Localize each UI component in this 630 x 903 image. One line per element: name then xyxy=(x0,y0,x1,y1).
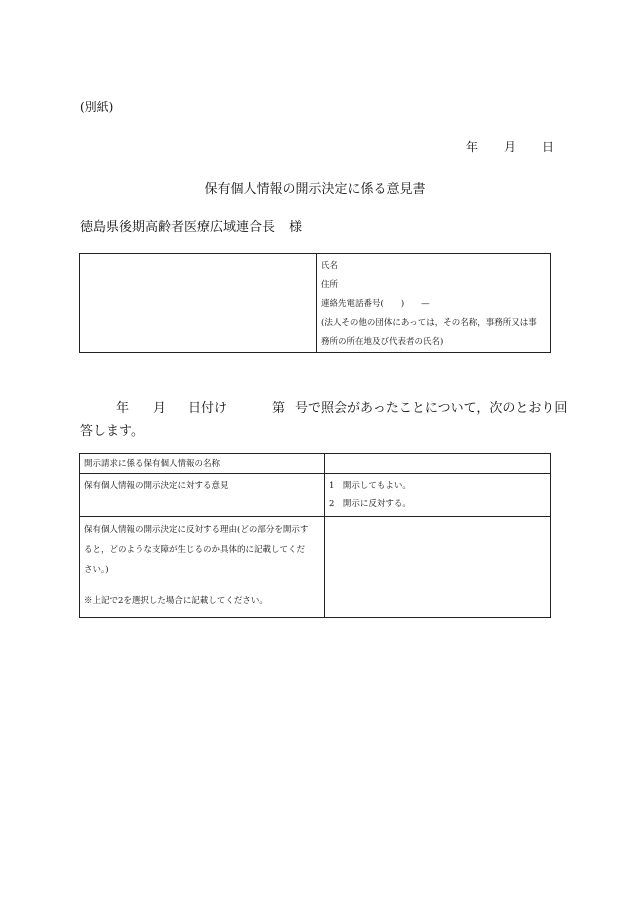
opinion-table xyxy=(79,453,551,618)
reason-note: ※上記で2を選択した場合に記載してください。 xyxy=(84,596,268,606)
opinion-options xyxy=(325,474,551,517)
body-text-line2: 答します。 xyxy=(80,424,144,439)
option-approve: 1 開示してもよい。 xyxy=(329,481,411,491)
table-row xyxy=(80,474,551,517)
reason-label: 保有個人情報の開示決定に反対する理由(どの部分を開示すると，どのような支障が生じるのか具体的に記載してください。) xyxy=(84,525,309,575)
body-dated: 日付け xyxy=(188,401,228,416)
addressee-name: 徳島県後期高齢者医療広域連合長 xyxy=(80,220,276,235)
date-day: 日 xyxy=(542,140,555,154)
addressee-honorific: 様 xyxy=(289,220,303,235)
body-text-line1 xyxy=(80,397,567,416)
requester-info-table xyxy=(79,253,551,353)
body-year: 年 xyxy=(116,401,130,416)
table-row xyxy=(80,517,551,618)
body-number-prefix: 第 xyxy=(272,401,286,416)
reason-cell xyxy=(80,517,325,618)
info-name-label: 開示請求に係る保有個人情報の名称 xyxy=(80,454,325,474)
date-year: 年 xyxy=(466,140,479,154)
date-line xyxy=(466,138,554,155)
requester-corporate-note-2: 務所の所在地及び代表者の氏名) xyxy=(321,337,444,347)
document-title: 保有個人情報の開示決定に係る意見書 xyxy=(204,182,426,197)
requester-corporate-note-1: (法人その他の団体にあっては，その名称，事務所又は事 xyxy=(321,318,537,328)
reason-value xyxy=(325,517,551,618)
table-row xyxy=(80,454,551,474)
attachment-label: (別紙) xyxy=(80,100,114,114)
opinion-label: 保有個人情報の開示決定に対する意見 xyxy=(80,474,325,517)
requester-info-cell xyxy=(317,254,551,353)
requester-name-label: 氏名 xyxy=(321,261,339,271)
date-month: 月 xyxy=(504,140,517,154)
body-month: 月 xyxy=(153,401,167,416)
option-oppose: 2 開示に反対する。 xyxy=(329,499,411,509)
body-line1-rest: 号で照会があったことについて，次のとおり回 xyxy=(295,401,568,416)
info-name-value xyxy=(325,454,551,474)
requester-blank-cell xyxy=(80,254,317,353)
requester-address-label: 住所 xyxy=(321,280,339,290)
requester-phone-label: 連絡先電話番号( ) — xyxy=(321,299,430,309)
addressee xyxy=(80,216,302,235)
